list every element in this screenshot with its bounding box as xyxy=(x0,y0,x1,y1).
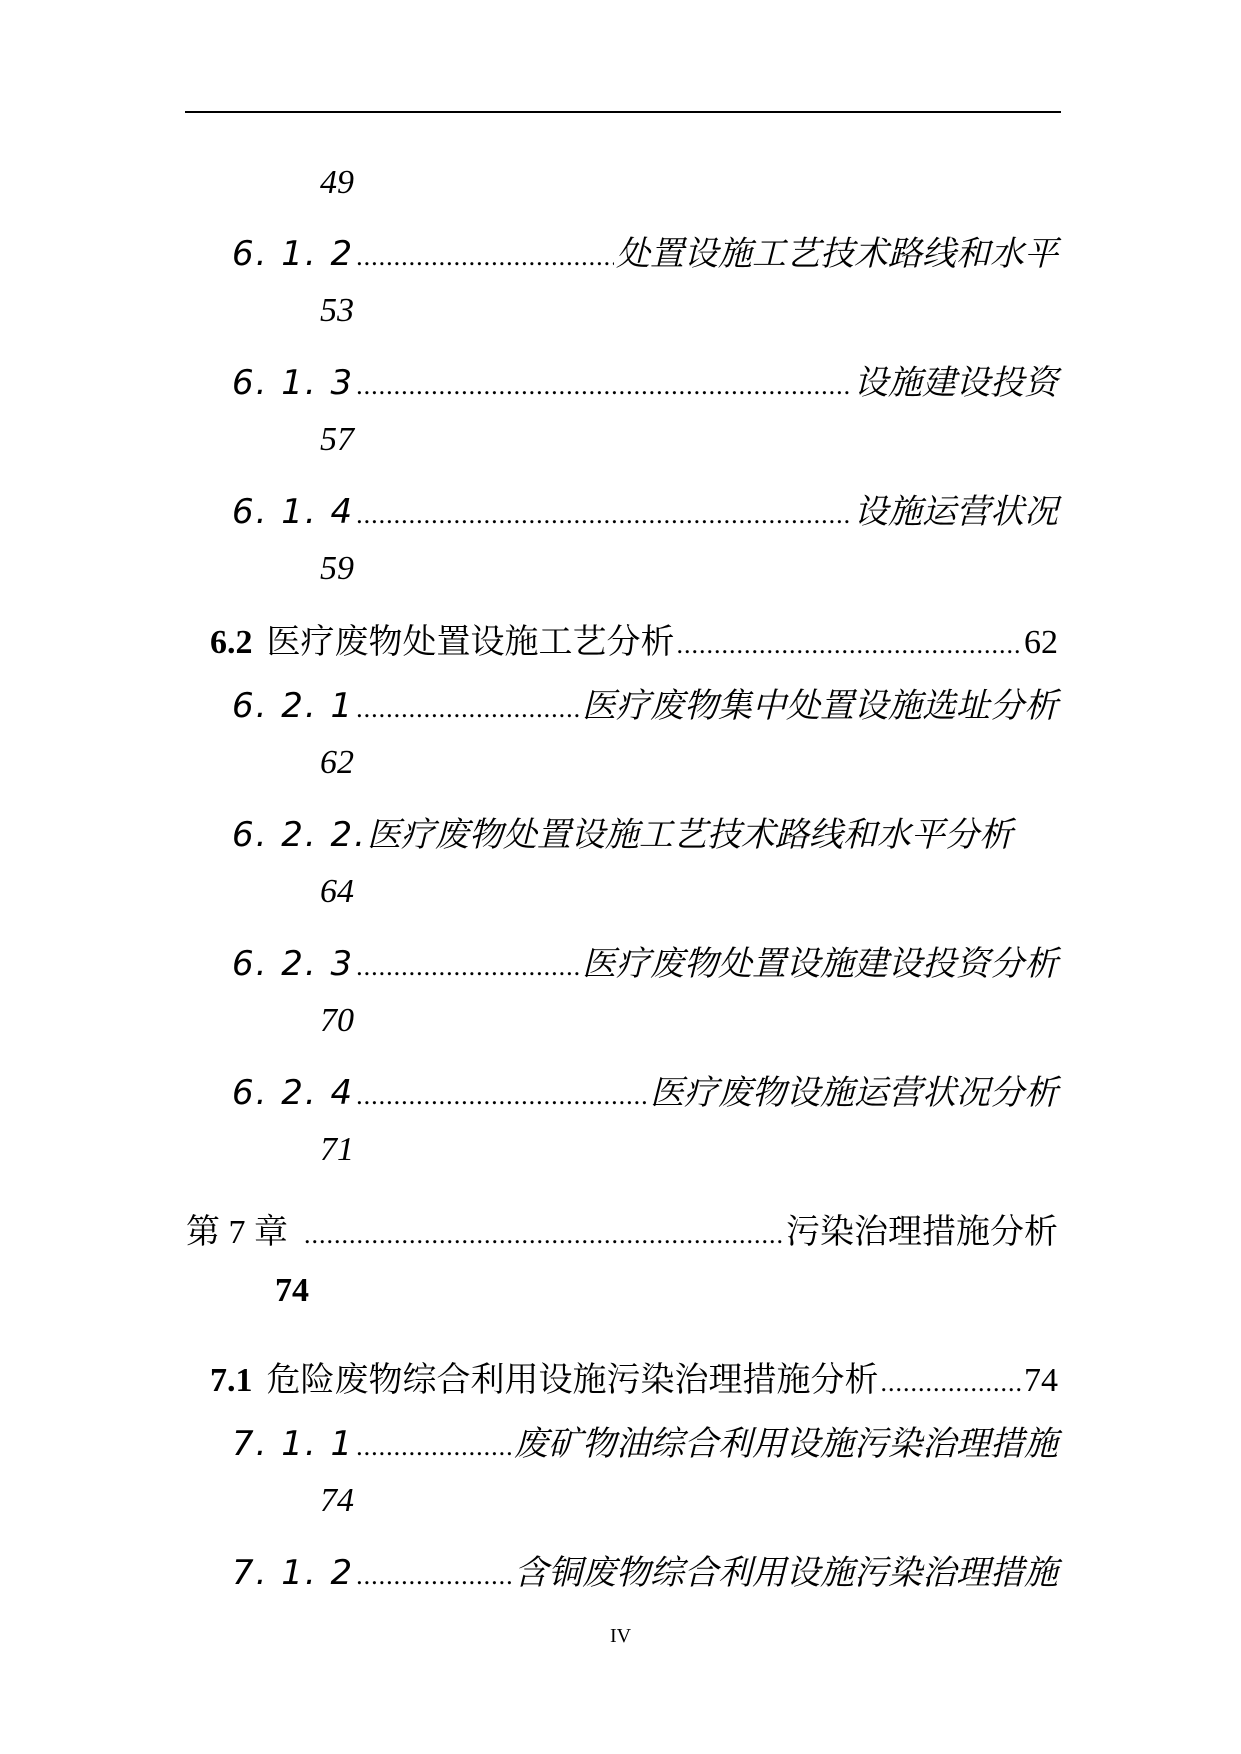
dot-leader xyxy=(356,1561,512,1591)
section-number: 6. 2. 4 xyxy=(232,1073,355,1113)
section-title: 设施运营状况 xyxy=(854,492,1058,532)
page-number: 74 xyxy=(275,1272,309,1309)
section-title: 处置设施工艺技术路线和水平 xyxy=(616,234,1058,274)
entry-page-number: 74 xyxy=(1024,1362,1058,1399)
page-number: 74 xyxy=(320,1482,354,1519)
chapter-number: 第 7 章 xyxy=(186,1214,288,1251)
chapter-title: 污染治理措施分析 xyxy=(786,1212,1058,1252)
dot-leader xyxy=(304,1220,784,1250)
toc-entry-6-2[interactable] xyxy=(210,614,1058,663)
page-number: 71 xyxy=(320,1131,354,1168)
dot-leader xyxy=(881,1368,1023,1398)
section-title: 医疗废物设施运营状况分析 xyxy=(650,1073,1058,1113)
dot-leader xyxy=(356,1432,512,1462)
page-number: 59 xyxy=(320,550,354,587)
toc-entry-6-2-2[interactable] xyxy=(232,807,1058,856)
section-title: 设施建设投资 xyxy=(854,363,1058,403)
toc-entry-6-2-3[interactable] xyxy=(232,936,1058,985)
section-title: 危险废物综合利用设施污染治理措施分析 xyxy=(266,1360,879,1400)
section-number: 6. 1. 4 xyxy=(232,492,355,532)
dot-leader xyxy=(356,500,852,530)
toc-entry-6-1-2[interactable] xyxy=(232,226,1058,275)
dot-leader xyxy=(677,630,1023,660)
toc-entry-6-2-1[interactable] xyxy=(232,678,1058,727)
section-number: 6. 2. 3 xyxy=(232,944,355,984)
page-footer-number: IV xyxy=(609,1625,632,1647)
page-number: 53 xyxy=(320,292,354,329)
section-number: 6. 1. 3 xyxy=(232,363,355,403)
section-number: 6. 1. 2 xyxy=(232,234,355,274)
page-number: 49 xyxy=(320,164,354,201)
section-number: 7.1 xyxy=(210,1362,253,1399)
toc-entry-6-1-3[interactable] xyxy=(232,355,1058,404)
toc-entry-7-1-2[interactable] xyxy=(232,1545,1058,1594)
dot-leader xyxy=(356,242,614,272)
entry-page-number: 62 xyxy=(1024,624,1058,661)
section-title: 含铜废物综合利用设施污染治理措施 xyxy=(514,1553,1058,1593)
toc-entry-7-1[interactable] xyxy=(210,1352,1058,1401)
section-title: 医疗废物处置设施建设投资分析 xyxy=(582,944,1058,984)
section-number: 6.2 xyxy=(210,624,253,661)
section-title: 废矿物油综合利用设施污染治理措施 xyxy=(514,1424,1058,1464)
page-number: 70 xyxy=(320,1002,354,1039)
page-number: 62 xyxy=(320,744,354,781)
section-number: 6. 2. 1 xyxy=(232,686,355,726)
section-title: 医疗废物处置设施工艺分析 xyxy=(266,622,675,662)
dot-leader xyxy=(356,952,580,982)
dot-leader xyxy=(356,694,580,724)
section-title: 医疗废物处置设施工艺技术路线和水平分析 xyxy=(366,815,1013,855)
toc-entry-chapter-7[interactable] xyxy=(186,1204,1058,1253)
section-title: 医疗废物集中处置设施选址分析 xyxy=(582,686,1058,726)
section-number: 7. 1. 2 xyxy=(232,1553,355,1593)
page-number: 57 xyxy=(320,421,354,458)
dot-leader xyxy=(356,371,852,401)
dot-leader xyxy=(356,1081,648,1111)
toc-entry-6-1-4[interactable] xyxy=(232,484,1058,533)
page-number: 64 xyxy=(320,873,354,910)
section-number: 6. 2. 2. xyxy=(232,815,367,855)
toc-entry-7-1-1[interactable] xyxy=(232,1416,1058,1465)
toc-entry-6-2-4[interactable] xyxy=(232,1065,1058,1114)
section-number: 7. 1. 1 xyxy=(232,1424,355,1464)
